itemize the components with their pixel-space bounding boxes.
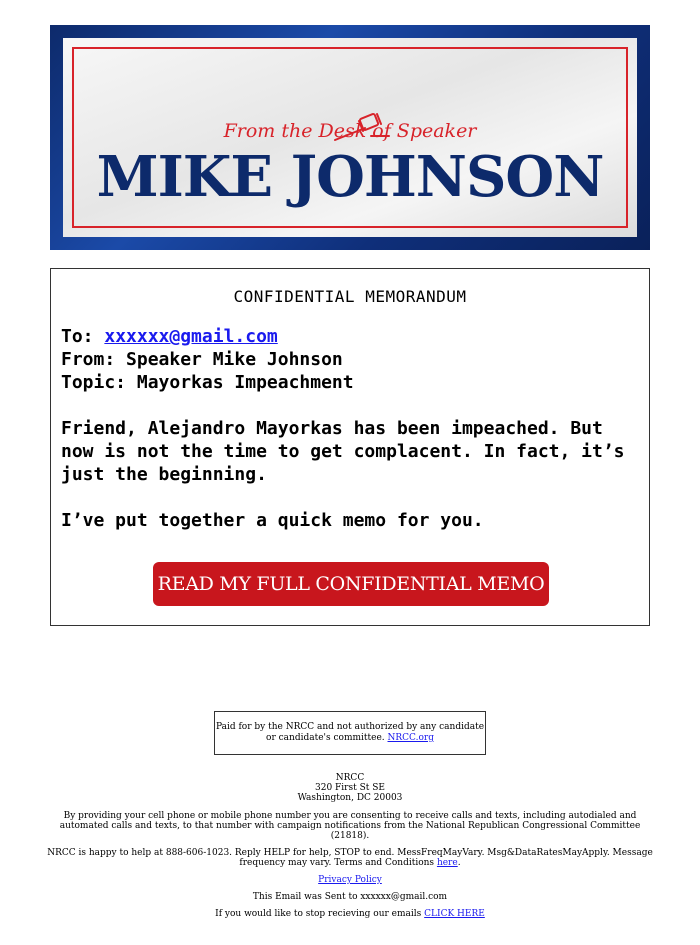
banner-panel — [63, 38, 637, 237]
memo-to-line — [61, 325, 639, 348]
footer-unsubscribe — [40, 909, 660, 919]
memo-to-label: To: — [61, 326, 105, 347]
memo-header-lines — [61, 325, 639, 394]
footer-privacy — [40, 875, 660, 885]
memo-paragraph-2: I’ve put together a quick memo for you. — [61, 510, 484, 531]
footer-city: Washington, DC 20003 — [297, 793, 403, 803]
footer — [40, 773, 660, 926]
unsubscribe-link[interactable]: CLICK HERE — [424, 909, 485, 919]
footer-street: 320 First St SE — [315, 783, 385, 793]
header-banner — [50, 25, 650, 250]
banner-headline: MIKE JOHNSON — [96, 144, 604, 210]
paid-for-disclaimer — [214, 711, 486, 755]
footer-org: NRCC — [335, 773, 365, 783]
footer-address — [40, 773, 660, 803]
memo-paragraph-1: Friend, Alejandro Mayorkas has been impeached. But now is not the time to get complacent. In fact, it’s just the beginning. — [61, 418, 625, 485]
paid-for-text: Paid for by the NRCC and not authorized by any candidate or candidate's committee. — [215, 722, 485, 743]
memo-topic-line: Topic: Mayorkas Impeachment — [61, 372, 354, 393]
memo-body — [61, 417, 635, 555]
memo-box — [50, 268, 650, 626]
privacy-policy-link[interactable]: Privacy Policy — [318, 875, 382, 885]
footer-sent-to: This Email was Sent to xxxxxx@gmail.com — [252, 892, 448, 902]
nrcc-link[interactable]: NRCC.org — [387, 733, 434, 743]
memo-from-line: From: Speaker Mike Johnson — [61, 349, 343, 370]
footer-help: NRCC is happy to help at 888-606-1023. Reply HELP for help, STOP to end. MessFreqMayVary. Msg&DataRatesMayApply. Message frequency may vary. Terms and Conditions here. — [47, 848, 653, 868]
memo-to-email-link[interactable]: xxxxxx@gmail.com — [104, 326, 278, 347]
read-memo-button[interactable]: READ MY FULL CONFIDENTIAL MEMO — [153, 562, 549, 606]
footer-consent: By providing your cell phone or mobile phone number you are consenting to receive calls and texts, including autodialed and automated calls and texts, to that number with campaign notifications from the National Republican Congressional Committee (21818). — [59, 811, 641, 841]
terms-link[interactable]: here — [436, 858, 458, 868]
footer-help-text: NRCC is happy to help at 888-606-1023. Reply HELP for help, STOP to end. MessFreqMayVary. Msg&DataRatesMayApply. Message frequency may vary. Terms and Conditions — [47, 848, 653, 868]
unsubscribe-text: If you would like to stop recieving our emails — [215, 909, 422, 919]
banner-tagline: From the Desk of Speaker — [223, 120, 477, 142]
memo-title: CONFIDENTIAL MEMORANDUM — [233, 287, 467, 306]
